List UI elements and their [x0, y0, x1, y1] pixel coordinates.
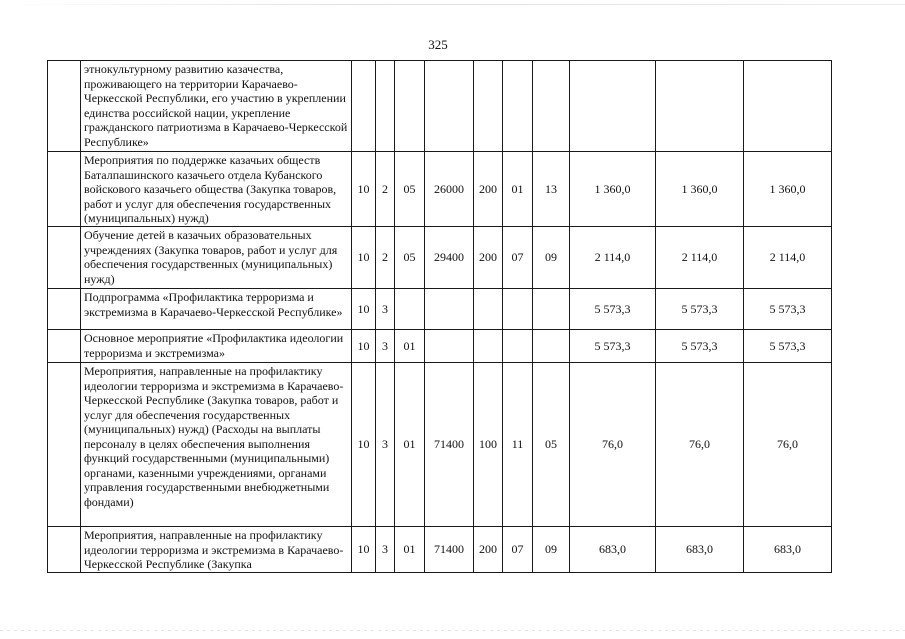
amount-cell: 683,0 — [656, 527, 744, 573]
row-name: Подпрограмма «Профилактика терроризма и экстремизма в Карачаево-Черкесской Республике» — [81, 289, 352, 330]
amount-cell: 683,0 — [570, 527, 656, 573]
code-cell — [425, 330, 474, 363]
code-cell: 29400 — [425, 227, 474, 289]
code-cell — [395, 289, 425, 330]
code-cell — [503, 61, 533, 152]
code-cell — [533, 289, 570, 330]
amount-cell: 1 360,0 — [744, 152, 832, 227]
row-name: Обучение детей в казачьих образовательных учреждениях (Закупка товаров, работ и услуг для обеспечения государственных (муниципальных) нужд) — [81, 227, 352, 289]
code-cell: 01 — [395, 363, 425, 527]
row-name: этнокультурному развитию казачества, проживающего на территории Карачаево-Черкесской Республики, его участию в укреплении единства российской нации, укрепление гражданского патриотизма в Карачаево-Черкесской Республике» — [81, 61, 352, 152]
amount-cell — [744, 61, 832, 152]
code-cell: 09 — [533, 527, 570, 573]
amount-cell: 2 114,0 — [570, 227, 656, 289]
row-number-cell — [48, 227, 81, 289]
table-row — [48, 152, 832, 227]
code-cell — [503, 330, 533, 363]
code-cell — [533, 330, 570, 363]
code-cell — [474, 330, 503, 363]
row-number-cell — [48, 152, 81, 227]
table-row — [48, 61, 832, 152]
amount-cell: 1 360,0 — [656, 152, 744, 227]
code-cell: 2 — [376, 152, 395, 227]
amount-cell: 2 114,0 — [656, 227, 744, 289]
code-cell: 2 — [376, 227, 395, 289]
row-name: Мероприятия, направленные на профилактику идеологии терроризма и экстремизма в Карачаево-Черкесской Республике (Закупка товаров, работ и услуг для обеспечения государственных (муниципальных) нужд) (Расходы на выплаты персоналу в целях обеспечения выполнения функций государственными (муниципальными) органами, казенными учреждениями, органами управления государственными внебюджетными фондами) — [81, 363, 352, 527]
code-cell: 07 — [503, 527, 533, 573]
code-cell — [352, 61, 376, 152]
row-name: Мероприятия по поддержке казачьих обществ Баталпашинского казачьего отдела Кубанского войскового казачьего общества (Закупка товаров, работ и услуг для обеспечения государственных (муниципальных) нужд) — [81, 152, 352, 227]
amount-cell: 76,0 — [744, 363, 832, 527]
amount-cell: 76,0 — [570, 363, 656, 527]
row-number-cell — [48, 330, 81, 363]
amount-cell — [656, 61, 744, 152]
amount-cell: 5 573,3 — [570, 330, 656, 363]
code-cell: 100 — [474, 363, 503, 527]
table-row — [48, 289, 832, 330]
code-cell: 07 — [503, 227, 533, 289]
row-name: Мероприятия, направленные на профилактику идеологии терроризма и экстремизма в Карачаево-Черкесской Республике (Закупка — [81, 527, 352, 573]
code-cell: 01 — [395, 527, 425, 573]
code-cell: 01 — [503, 152, 533, 227]
code-cell: 05 — [533, 363, 570, 527]
code-cell: 10 — [352, 330, 376, 363]
page-number: 325 — [428, 37, 448, 52]
code-cell — [425, 289, 474, 330]
budget-table — [47, 60, 832, 573]
row-number-cell — [48, 289, 81, 330]
table-row — [48, 330, 832, 363]
code-cell: 3 — [376, 363, 395, 527]
amount-cell: 683,0 — [744, 527, 832, 573]
code-cell — [474, 61, 503, 152]
code-cell: 3 — [376, 330, 395, 363]
amount-cell: 5 573,3 — [656, 289, 744, 330]
code-cell: 3 — [376, 527, 395, 573]
scan-edge-line — [0, 4, 905, 5]
code-cell: 3 — [376, 289, 395, 330]
code-cell: 10 — [352, 152, 376, 227]
amount-cell — [570, 61, 656, 152]
code-cell: 200 — [474, 527, 503, 573]
code-cell — [474, 289, 503, 330]
code-cell: 200 — [474, 152, 503, 227]
code-cell: 10 — [352, 527, 376, 573]
row-name: Основное мероприятие «Профилактика идеологии терроризма и экстремизма» — [81, 330, 352, 363]
amount-cell: 2 114,0 — [744, 227, 832, 289]
amount-cell: 5 573,3 — [744, 330, 832, 363]
code-cell: 26000 — [425, 152, 474, 227]
code-cell: 09 — [533, 227, 570, 289]
code-cell: 10 — [352, 289, 376, 330]
code-cell: 10 — [352, 363, 376, 527]
code-cell — [425, 61, 474, 152]
scan-bottom-edge — [0, 630, 905, 631]
code-cell: 11 — [503, 363, 533, 527]
row-number-cell — [48, 527, 81, 573]
code-cell: 71400 — [425, 527, 474, 573]
amount-cell: 5 573,3 — [744, 289, 832, 330]
amount-cell: 5 573,3 — [570, 289, 656, 330]
code-cell: 71400 — [425, 363, 474, 527]
table-row — [48, 363, 832, 527]
code-cell: 200 — [474, 227, 503, 289]
code-cell: 13 — [533, 152, 570, 227]
table-row — [48, 527, 832, 573]
code-cell — [376, 61, 395, 152]
code-cell — [503, 289, 533, 330]
code-cell: 01 — [395, 330, 425, 363]
amount-cell: 76,0 — [656, 363, 744, 527]
code-cell: 05 — [395, 152, 425, 227]
amount-cell: 1 360,0 — [570, 152, 656, 227]
code-cell: 05 — [395, 227, 425, 289]
amount-cell: 5 573,3 — [656, 330, 744, 363]
row-number-cell — [48, 363, 81, 527]
table-row — [48, 227, 832, 289]
code-cell — [533, 61, 570, 152]
code-cell: 10 — [352, 227, 376, 289]
row-number-cell — [48, 61, 81, 152]
code-cell — [395, 61, 425, 152]
